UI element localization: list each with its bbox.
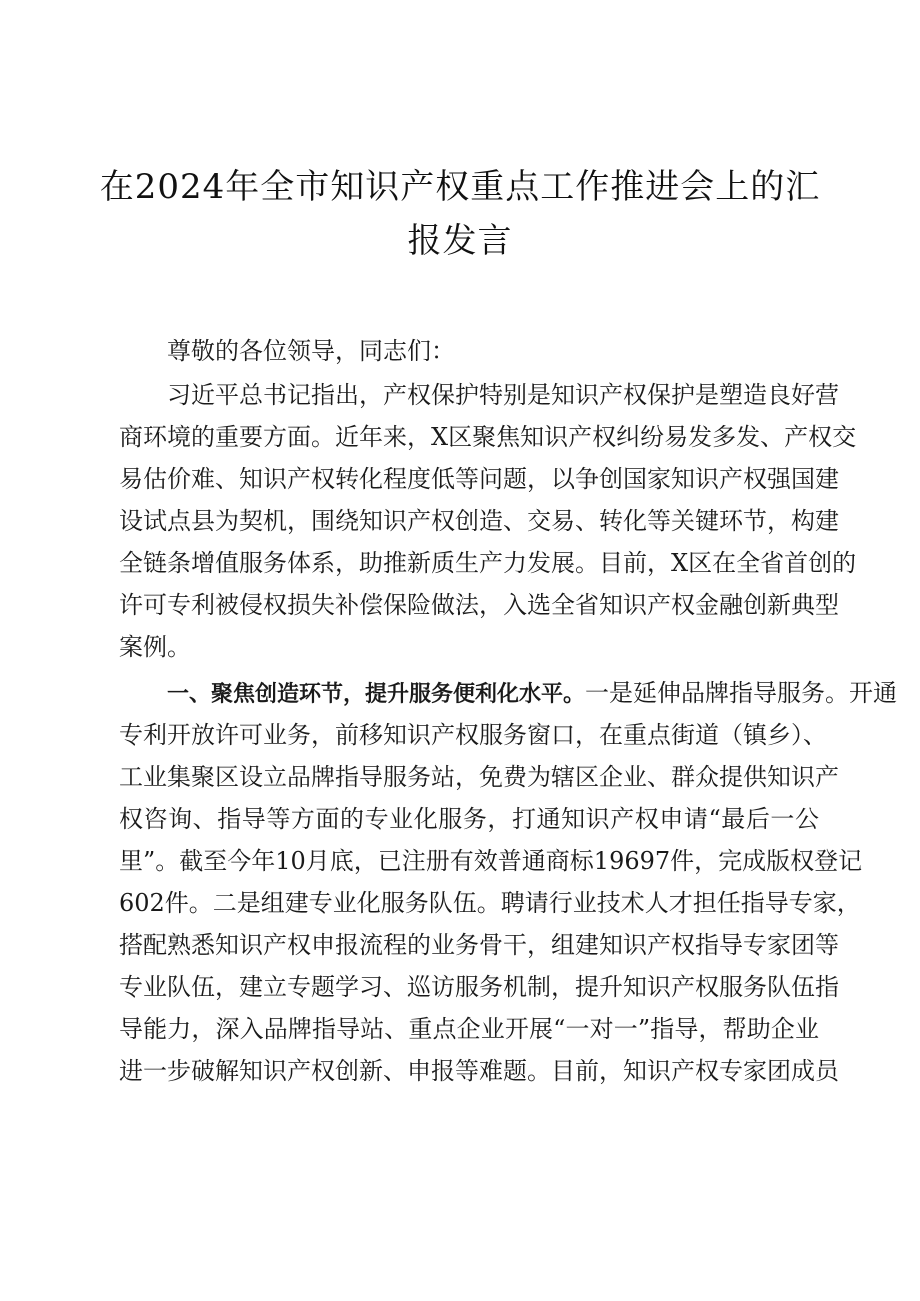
para1-line: 习近平总书记指出，产权保护特别是知识产权保护是塑造良好营: [167, 381, 839, 409]
para2-line: 专利开放许可业务，前移知识产权服务窗口，在重点街道（镇乡）、: [119, 721, 827, 749]
para2-line: 导能力，深入品牌指导站、重点企业开展“一对一”指导，帮助企业: [119, 1015, 819, 1043]
para1-line: 案例。: [119, 633, 191, 661]
document-title-line-2: 报发言: [407, 221, 513, 261]
para2-line: 专业队伍，建立专题学习、巡访服务机制，提升知识产权服务队伍指: [119, 973, 839, 1001]
para1-line: 商环境的重要方面。近年来，X区聚焦知识产权纠纷易发多发、产权交: [119, 423, 857, 451]
para2-line: 里”。截至今年10月底，已注册有效普通商标19697件，完成版权登记: [119, 847, 863, 875]
document-title-line-1: 在2024年全市知识产权重点工作推进会上的汇: [99, 167, 821, 207]
para2-line: 权咨询、指导等方面的专业化服务，打通知识产权申请“最后一公: [119, 805, 819, 833]
para2-first-line: [167, 678, 898, 710]
para2-line: 602件。二是组建专业化服务队伍。聘请行业技术人才担任指导专家，: [119, 889, 861, 917]
salutation: 尊敬的各位领导，同志们：: [167, 337, 455, 365]
para1-line: 易估价难、知识产权转化程度低等问题，以争创国家知识产权强国建: [119, 465, 839, 493]
para2-line: 进一步破解知识产权创新、申报等难题。目前，知识产权专家团成员: [119, 1057, 839, 1085]
para1-line: 许可专利被侵权损失补偿保险做法，入选全省知识产权金融创新典型: [119, 591, 839, 619]
para2-first-line-rest: 一是延伸品牌指导服务。开通: [585, 679, 898, 707]
para1-line: 设试点县为契机，围绕知识产权创造、交易、转化等关键环节，构建: [119, 507, 839, 535]
para2-line: 搭配熟悉知识产权申报流程的业务骨干，组建知识产权指导专家团等: [119, 931, 839, 959]
para1-line: 全链条增值服务体系，助推新质生产力发展。目前，X区在全省首创的: [119, 549, 857, 577]
para2-line: 工业集聚区设立品牌指导服务站，免费为辖区企业、群众提供知识产: [119, 763, 839, 791]
section-heading: 一、聚焦创造环节，提升服务便利化水平。: [167, 682, 586, 707]
